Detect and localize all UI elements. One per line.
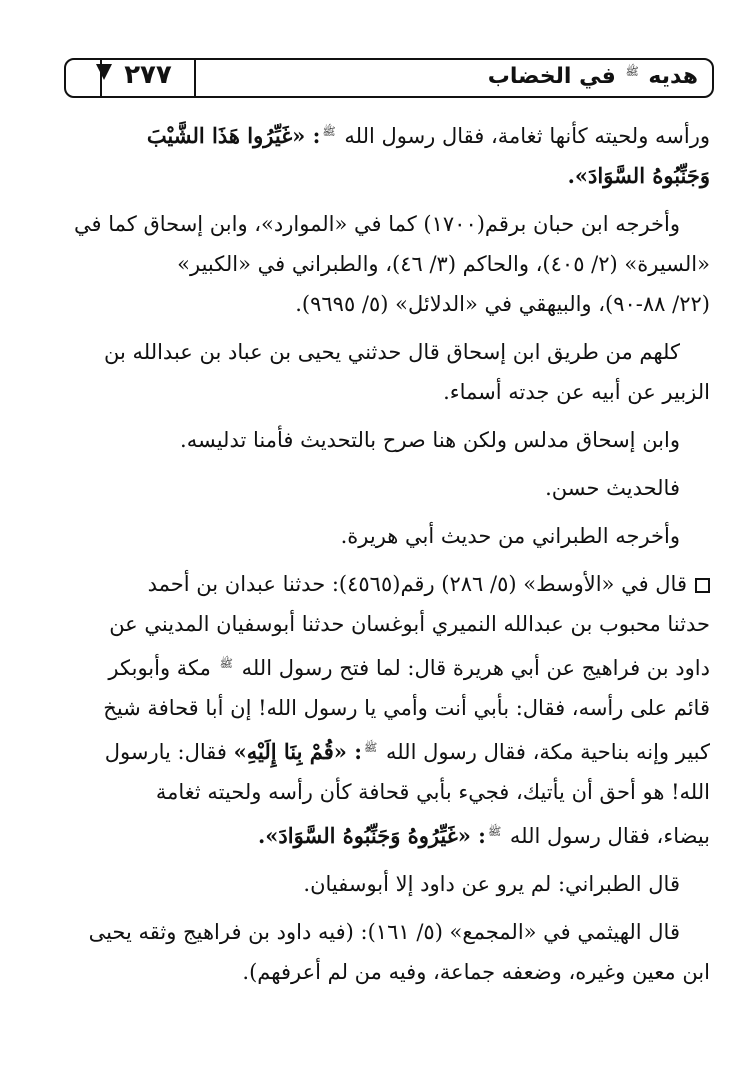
text-span: فقال: يارسول bbox=[104, 740, 227, 764]
hadith-quote-line: وَجَنِّبُوهُ السَّوَادَ». bbox=[567, 163, 710, 188]
text-line: ابن معين وغيره، وضعفه جماعة، وفيه من لم أعرفهم). bbox=[242, 960, 710, 984]
text-line: فالحديث حسن. bbox=[545, 476, 680, 500]
text-line: «السيرة» (٢/ ٤٠٥)، والحاكم (٣/ ٤٦)، والطبراني في «الكبير» bbox=[177, 252, 710, 276]
honorific-mark: ﷺ bbox=[322, 125, 336, 138]
text-line: وأخرجه ابن حبان برقم(١٧٠٠) كما في «الموارد»، وابن إسحاق كما في bbox=[74, 212, 680, 236]
text-line bbox=[38, 112, 710, 156]
text-span: مكة وأبوبكر bbox=[108, 656, 211, 680]
text-span: كبير وإنه بناحية مكة، فقال رسول الله bbox=[385, 740, 710, 764]
text-span: قال في «الأوسط» (٥/ ٢٨٦) رقم(٤٥٦٥): حدثنا عبدان بن أحمد bbox=[147, 572, 687, 596]
page-header bbox=[64, 58, 714, 98]
text-line: قائم على رأسه، فقال: بأبي أنت وأمي يا رسول الله! إن أبا قحافة شيخ bbox=[103, 696, 710, 720]
text-line: الله! هو أحق أن يأتيك، فجيء بأبي قحافة كأن رأسه ولحيته ثغامة bbox=[155, 780, 710, 804]
page-number: ٢٧٧ bbox=[124, 60, 172, 90]
text-span: بيضاء، فقال رسول الله bbox=[509, 824, 710, 848]
square-bullet-icon bbox=[695, 578, 710, 593]
text-line: قال الهيثمي في «المجمع» (٥/ ١٦١): (فيه داود بن فراهيج وثقه يحيى bbox=[88, 920, 680, 944]
text-line: وابن إسحاق مدلس ولكن هنا صرح بالتحديث فأمنا تدليسه. bbox=[180, 428, 680, 452]
page-tab-marker bbox=[96, 64, 112, 80]
text-line bbox=[38, 812, 710, 856]
header-title bbox=[488, 64, 698, 89]
page-number-box bbox=[100, 58, 196, 98]
honorific-mark: ﷺ bbox=[487, 825, 502, 838]
text-line: حدثنا محبوب بن عبدالله النميري أبوغسان حدثنا أبوسفيان المديني عن bbox=[109, 612, 710, 636]
text-line: وأخرجه الطبراني من حديث أبي هريرة. bbox=[340, 524, 680, 548]
header-title-before: هديه bbox=[648, 64, 698, 89]
text-line bbox=[38, 644, 710, 688]
text-line: قال الطبراني: لم يرو عن داود إلا أبوسفيان. bbox=[303, 872, 680, 896]
text-line bbox=[38, 564, 710, 604]
page-body bbox=[38, 112, 710, 992]
text-line: الزبير عن أبيه عن جدته أسماء. bbox=[443, 380, 710, 404]
hadith-quote: : «غَيِّرُوا هَذَا الشَّيْبَ bbox=[146, 123, 321, 148]
text-line: كلهم من طريق ابن إسحاق قال حدثني يحيى بن عباد بن عبدالله بن bbox=[103, 340, 680, 364]
honorific-mark: ﷺ bbox=[625, 64, 639, 78]
text-line: (٢٢/ ٨٨-٩٠)، والبيهقي في «الدلائل» (٥/ ٩٦٩٥). bbox=[295, 292, 710, 316]
honorific-mark: ﷺ bbox=[219, 657, 233, 670]
text-line bbox=[38, 728, 710, 772]
text-span: ورأسه ولحيته كأنها ثغامة، فقال رسول الله bbox=[344, 124, 710, 148]
honorific-mark: ﷺ bbox=[363, 741, 378, 754]
text-span: داود بن فراهيج عن أبي هريرة قال: لما فتح رسول الله bbox=[241, 656, 710, 680]
hadith-quote: : «غَيِّرُوهُ وَجَنِّبُوهُ السَّوَادَ». bbox=[257, 823, 486, 848]
hadith-quote: : «قُمْ بِنَا إِلَيْهِ» bbox=[233, 739, 362, 764]
header-title-after: في الخضاب bbox=[487, 64, 616, 89]
